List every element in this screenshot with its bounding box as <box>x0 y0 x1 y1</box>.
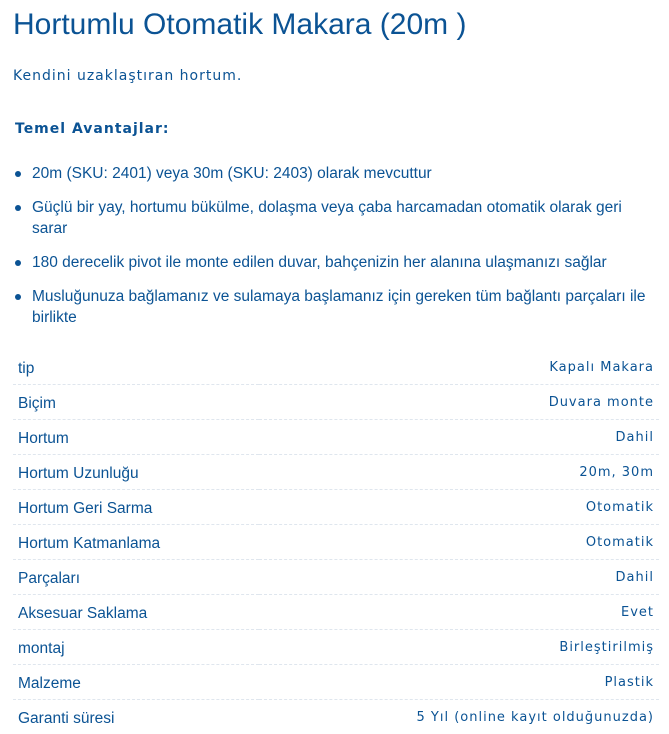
bullet-icon <box>15 260 21 266</box>
benefit-item <box>13 163 653 184</box>
benefit-text: Güçlü bir yay, hortumu bükülme, dolaşma veya çaba harcamadan otomatik olarak geri sarar <box>32 199 622 237</box>
spec-value: Dahil <box>259 560 659 595</box>
spec-label: Aksesuar Saklama <box>13 595 259 630</box>
spec-label: Hortum Uzunluğu <box>13 455 259 490</box>
spec-table <box>13 350 659 734</box>
spec-row <box>13 665 659 700</box>
spec-row <box>13 560 659 595</box>
spec-label: Hortum <box>13 420 259 455</box>
spec-row <box>13 700 659 734</box>
spec-label: Hortum Katmanlama <box>13 525 259 560</box>
spec-row <box>13 525 659 560</box>
spec-value: Otomatik <box>259 525 659 560</box>
product-description <box>13 0 659 43</box>
benefit-item <box>13 197 653 239</box>
benefits-list <box>13 163 653 341</box>
spec-value: 5 Yıl (online kayıt olduğunuzda) <box>259 700 659 734</box>
spec-label: Garanti süresi <box>13 700 259 734</box>
benefit-text: 20m (SKU: 2401) veya 30m (SKU: 2403) olarak mevcuttur <box>32 165 432 182</box>
spec-row <box>13 595 659 630</box>
spec-value: Kapalı Makara <box>259 350 659 385</box>
spec-value: Dahil <box>259 420 659 455</box>
spec-value: Evet <box>259 595 659 630</box>
spec-label: Biçim <box>13 385 259 420</box>
bullet-icon <box>15 294 21 300</box>
spec-label: tip <box>13 350 259 385</box>
spec-row <box>13 455 659 490</box>
spec-row <box>13 385 659 420</box>
bullet-icon <box>15 205 21 211</box>
spec-row <box>13 350 659 385</box>
benefits-heading: Temel Avantajlar: <box>15 121 170 137</box>
benefit-item <box>13 286 653 328</box>
spec-value: Birleştirilmiş <box>259 630 659 665</box>
spec-label: Parçaları <box>13 560 259 595</box>
product-subtitle: Kendini uzaklaştıran hortum. <box>13 68 242 84</box>
spec-row <box>13 490 659 525</box>
spec-row <box>13 420 659 455</box>
benefit-text: Musluğunuza bağlamanız ve sulamaya başlamanız için gereken tüm bağlantı parçaları ile birlikte <box>32 288 645 326</box>
benefit-text: 180 derecelik pivot ile monte edilen duvar, bahçenizin her alanına ulaşmanızı sağlar <box>32 254 607 271</box>
spec-label: Malzeme <box>13 665 259 700</box>
spec-value: Duvara monte <box>259 385 659 420</box>
bullet-icon <box>15 171 21 177</box>
spec-value: Otomatik <box>259 490 659 525</box>
spec-value: 20m, 30m <box>259 455 659 490</box>
product-title: Hortumlu Otomatik Makara (20m ) <box>13 0 659 43</box>
spec-label: montaj <box>13 630 259 665</box>
spec-value: Plastik <box>259 665 659 700</box>
spec-row <box>13 630 659 665</box>
spec-label: Hortum Geri Sarma <box>13 490 259 525</box>
benefit-item <box>13 252 653 273</box>
